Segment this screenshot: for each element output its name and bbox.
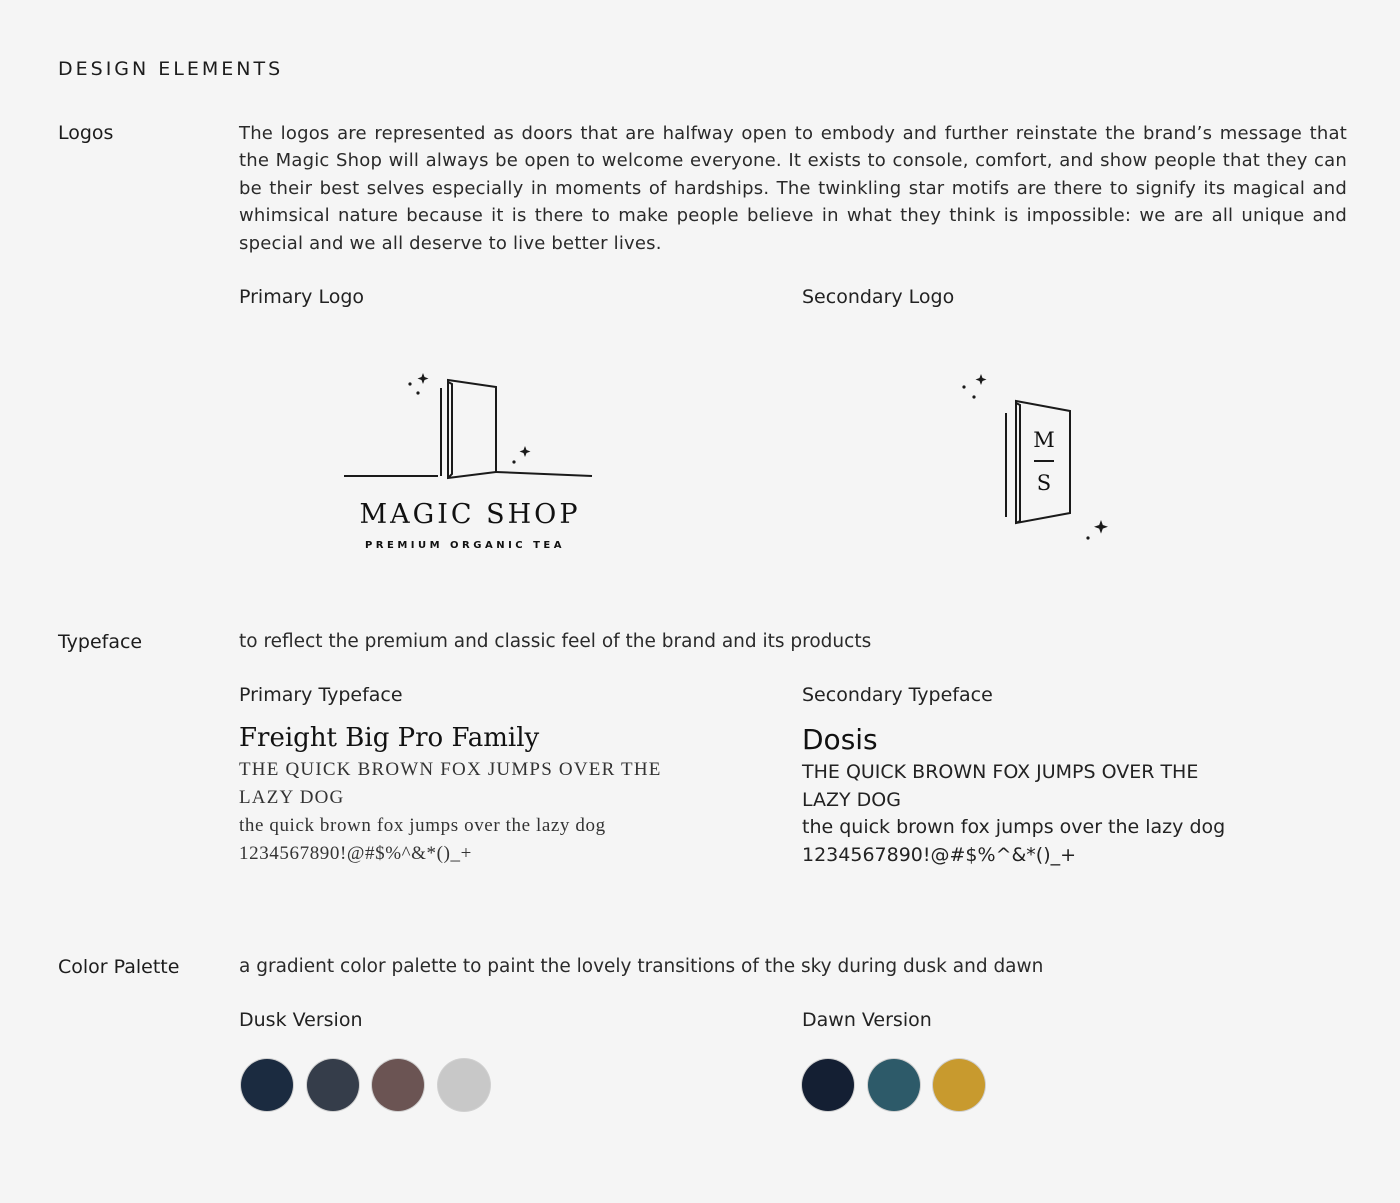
secondary-typeface-symbols-sample: 1234567890!@#$%^&*()_+	[802, 844, 1077, 866]
primary-typeface-lowercase-sample: the quick brown fox jumps over the lazy dog	[239, 815, 606, 836]
palette-section-label: Color Palette	[58, 956, 180, 978]
primary-typeface-name: Freight Big Pro Family	[239, 723, 540, 753]
sparkle-icon	[408, 373, 530, 464]
secondary-typeface-name: Dosis	[802, 723, 878, 756]
secondary-logo	[950, 365, 1120, 555]
primary-logo	[330, 360, 620, 560]
dawn-version-heading: Dawn Version	[802, 1009, 932, 1031]
dusk-color-swatch	[307, 1059, 359, 1111]
dawn-color-swatch	[802, 1059, 854, 1111]
dawn-color-swatch	[868, 1059, 920, 1111]
secondary-typeface-heading: Secondary Typeface	[802, 684, 993, 706]
monogram-s: S	[1036, 471, 1052, 495]
typeface-section-label: Typeface	[58, 631, 143, 653]
door-panel-icon	[448, 380, 496, 478]
logos-section-label: Logos	[58, 122, 114, 144]
monogram-m: M	[1033, 428, 1055, 452]
logos-description: The logos are represented as doors that are halfway open to embody and further reinstate the brand’s message that the Magic Shop will always be open to welcome everyone. It exists to console, comfort, and show people that they can be their best selves especially in moments of hardships. The twinkling star motifs are there to signify its magical and whimsical nature because it is there to make people believe in what they think is impossible: we are all unique and special and we all deserve to live better lives.	[239, 123, 1347, 254]
ground-line-right-icon	[496, 472, 592, 476]
primary-typeface-heading: Primary Typeface	[239, 684, 403, 706]
typeface-description: to reflect the premium and classic feel of the brand and its products	[239, 631, 872, 652]
logo-wordmark: MAGIC SHOP	[359, 499, 581, 530]
primary-typeface-symbols-sample: 1234567890!@#$%^&*()_+	[239, 843, 472, 864]
dusk-color-swatch	[438, 1059, 490, 1111]
secondary-typeface-uppercase-sample: THE QUICK BROWN FOX JUMPS OVER THE LAZY DOG	[802, 761, 1199, 811]
dusk-color-swatch	[372, 1059, 424, 1111]
dusk-version-heading: Dusk Version	[239, 1009, 363, 1031]
logo-tagline: PREMIUM ORGANIC TEA	[364, 540, 566, 551]
primary-typeface-uppercase-sample: THE QUICK BROWN FOX JUMPS OVER THE LAZY DOG	[239, 759, 662, 808]
secondary-typeface-lowercase-sample: the quick brown fox jumps over the lazy dog	[802, 816, 1226, 838]
dusk-color-swatch	[241, 1059, 293, 1111]
primary-logo-heading: Primary Logo	[239, 286, 365, 308]
palette-description: a gradient color palette to paint the lovely transitions of the sky during dusk and dawn	[239, 956, 1044, 977]
sparkle-icon	[962, 374, 1108, 540]
page-title: DESIGN ELEMENTS	[58, 58, 284, 80]
secondary-logo-heading: Secondary Logo	[802, 286, 955, 308]
dawn-color-swatch	[933, 1059, 985, 1111]
